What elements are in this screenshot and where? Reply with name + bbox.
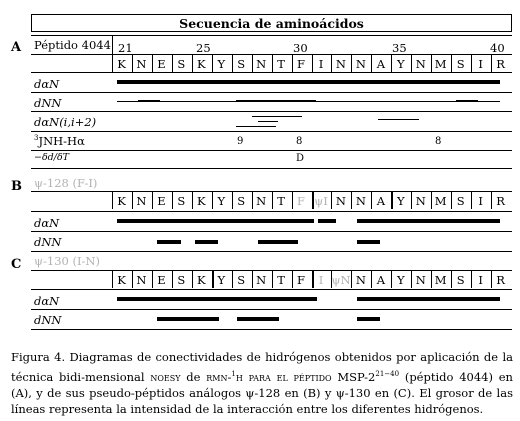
- residue-33: N: [355, 194, 366, 208]
- residue-38: S: [456, 57, 465, 71]
- row-label-temp-coefficient: −δd/δT: [34, 152, 70, 163]
- temp-value: D: [296, 153, 305, 164]
- residue-23: E: [157, 57, 166, 71]
- residue-29: T: [277, 273, 285, 287]
- residue-divider: [431, 191, 432, 209]
- residue-divider: [172, 191, 173, 209]
- residue-divider: [292, 54, 293, 72]
- figure-caption: [11, 349, 513, 418]
- residue-divider: [292, 270, 293, 288]
- residue-27: S: [237, 273, 246, 287]
- dnn-bar: [157, 240, 181, 244]
- residue-33: N: [355, 273, 366, 287]
- residue-40: R: [496, 273, 505, 287]
- residue-divider: [471, 54, 472, 72]
- residue-divider: [391, 191, 393, 209]
- residue-31: I: [318, 273, 324, 287]
- residue-24: S: [177, 273, 186, 287]
- dan-bar: [117, 219, 314, 223]
- row-label-dan: dαN: [34, 216, 60, 230]
- jnh-text: JNH-Hα: [38, 134, 85, 148]
- residue-divider: [132, 54, 133, 72]
- dnn-bar: [237, 317, 279, 321]
- residue-divider: [371, 54, 372, 72]
- jnh-value: 8: [296, 136, 303, 147]
- residue-29: T: [277, 57, 285, 71]
- residue-28: N: [256, 273, 267, 287]
- residue-divider: [411, 270, 412, 288]
- residue-divider: [212, 270, 214, 288]
- divider: [112, 35, 113, 54]
- dnn-bar: [357, 317, 380, 321]
- divider: [31, 111, 512, 112]
- residue-divider: [371, 270, 372, 288]
- caption-noesy: noesy: [150, 369, 181, 384]
- residue-37: M: [434, 273, 447, 287]
- residue-divider: [212, 191, 213, 209]
- residue-divider: [192, 54, 193, 72]
- divider: [31, 72, 512, 73]
- residue-21: K: [117, 194, 126, 208]
- residue-divider: [451, 270, 452, 288]
- residue-26: Y: [217, 194, 226, 208]
- residue-33: N: [355, 57, 366, 71]
- residue-divider: [252, 270, 253, 288]
- sequence-header: [31, 14, 512, 32]
- divider: [31, 168, 512, 169]
- dan-i2-bar: [252, 116, 302, 117]
- residue-divider: [451, 54, 452, 72]
- residue-25: K: [197, 57, 206, 71]
- residue-divider: [232, 54, 233, 72]
- residue-divider: [351, 191, 352, 209]
- residue-divider: [451, 191, 452, 209]
- dan-i2-bar: [258, 121, 278, 122]
- residue-24: S: [177, 194, 186, 208]
- dan-bar: [357, 297, 500, 301]
- caption-text: h para el péptido MSP-2: [235, 369, 376, 384]
- residue-23: E: [157, 273, 166, 287]
- residue-divider: [312, 54, 313, 72]
- divider: [31, 131, 512, 132]
- residue-divider: [132, 191, 133, 209]
- residue-divider: [192, 270, 193, 288]
- divider: [31, 150, 512, 151]
- dnn-bar: [258, 240, 298, 244]
- jnh-value: 8: [435, 136, 442, 147]
- residue-30: F: [297, 57, 306, 71]
- residue-divider: [152, 54, 153, 72]
- residue-39: I: [478, 194, 483, 208]
- peptide-128-label: ψ-128 (F-I): [34, 176, 98, 190]
- residue-divider: [152, 191, 153, 209]
- dan-bar: [318, 219, 336, 223]
- residue-32: ψN: [331, 273, 351, 287]
- residue-22: N: [136, 57, 147, 71]
- residue-34: A: [376, 57, 385, 71]
- sequence-header-title: Secuencia de aminoácidos: [179, 16, 364, 31]
- divider: [31, 35, 512, 36]
- residue-28: N: [256, 57, 267, 71]
- residue-27: S: [237, 57, 246, 71]
- dnn-bar-medium: [138, 100, 160, 102]
- peptide-4044-label: Péptido 4044: [34, 38, 111, 52]
- residue-divider: [351, 54, 352, 72]
- section-a-letter: A: [11, 40, 22, 55]
- residue-divider: [312, 270, 314, 288]
- residue-divider: [371, 191, 372, 209]
- caption-text: -: [227, 369, 232, 384]
- row-label-dan: dαN: [34, 77, 60, 91]
- row-label-dnn: dNN: [34, 96, 62, 110]
- divider: [31, 231, 512, 232]
- dnn-bar: [157, 317, 219, 321]
- residue-28: N: [256, 194, 267, 208]
- residue-divider: [172, 270, 173, 288]
- residue-31: ψI: [314, 194, 328, 208]
- residue-divider: [112, 191, 113, 209]
- residue-divider: [431, 270, 432, 288]
- residue-divider: [491, 54, 492, 72]
- residue-divider: [272, 270, 273, 288]
- residue-38: S: [456, 194, 465, 208]
- dnn-bar: [357, 240, 380, 244]
- residue-divider: [331, 270, 332, 288]
- row-label-dnn: dNN: [34, 313, 62, 327]
- residue-divider: [192, 191, 193, 209]
- residue-36: N: [415, 194, 426, 208]
- residue-divider: [411, 54, 412, 72]
- residue-25: K: [197, 194, 206, 208]
- residue-22: N: [136, 273, 147, 287]
- residue-26: Y: [217, 273, 226, 287]
- residue-divider: [132, 270, 133, 288]
- residue-divider: [331, 54, 332, 72]
- residue-40: R: [496, 194, 505, 208]
- caption-text: (péptido 4044) en (A), y de sus pseudo-péptidos análogos ψ-128 en (B) y ψ-130 en (C). El grosor de las líneas representa la intensidad de la interacción entre los diferentes hidrógenos.: [11, 369, 513, 417]
- position-40: 40: [490, 41, 505, 55]
- dan-i2-bar: [378, 119, 419, 120]
- jnh-superscript: 3: [34, 134, 39, 143]
- residue-22: N: [136, 194, 147, 208]
- residue-divider: [471, 270, 472, 288]
- residue-divider: [272, 54, 273, 72]
- residue-34: A: [376, 273, 385, 287]
- dan-bar: [357, 219, 500, 223]
- position-30: 30: [293, 41, 308, 55]
- residue-divider: [431, 54, 432, 72]
- residue-divider: [152, 270, 153, 288]
- residue-divider: [491, 191, 492, 209]
- residue-divider: [112, 54, 113, 72]
- residue-36: N: [415, 273, 426, 287]
- residue-32: N: [335, 57, 346, 71]
- caption-rmn: rmn: [206, 369, 228, 384]
- dnn-bar: [195, 240, 218, 244]
- peptide-130-label: ψ-130 (I-N): [34, 254, 100, 268]
- residue-divider: [212, 54, 213, 72]
- residue-40: R: [496, 57, 505, 71]
- residue-divider: [252, 191, 253, 209]
- position-35: 35: [392, 41, 407, 55]
- caption-superscript: 21−40: [375, 369, 400, 378]
- residue-31: I: [318, 57, 324, 71]
- residue-24: S: [177, 57, 186, 71]
- divider: [31, 211, 512, 212]
- residue-35: Y: [397, 194, 405, 208]
- residue-27: S: [237, 194, 246, 208]
- position-25: 25: [196, 41, 211, 55]
- residue-divider: [272, 191, 273, 209]
- dan-i2-bar: [236, 126, 276, 127]
- divider: [31, 92, 512, 93]
- residue-39: I: [478, 57, 483, 71]
- residue-divider: [252, 54, 253, 72]
- residue-divider: [331, 191, 332, 209]
- row-label-dnn: dNN: [34, 235, 62, 249]
- dan-bar: [117, 297, 317, 301]
- divider: [31, 289, 512, 290]
- residue-divider: [411, 191, 412, 209]
- residue-divider: [112, 270, 113, 288]
- dnn-bar-medium: [236, 100, 316, 102]
- residue-30: F: [297, 273, 306, 287]
- residue-36: N: [415, 57, 426, 71]
- section-c-letter: C: [11, 257, 22, 272]
- caption-text: Figura 4. Diagramas de conectividades de hidrógenos obtenidos por aplicación de la técnica bidi-mensional: [11, 350, 513, 384]
- caption-superscript: 1: [231, 369, 236, 378]
- divider: [31, 329, 512, 330]
- residue-37: M: [434, 57, 447, 71]
- residue-21: K: [117, 57, 126, 71]
- residue-34: A: [376, 194, 385, 208]
- divider: [31, 309, 512, 310]
- row-label-dan-i2: dαN(i,i+2): [34, 115, 97, 129]
- dan-bar: [117, 80, 500, 84]
- residue-divider: [391, 270, 392, 288]
- residue-37: M: [434, 194, 447, 208]
- residue-divider: [391, 54, 392, 72]
- residue-39: I: [478, 273, 483, 287]
- residue-25: K: [197, 273, 206, 287]
- caption-text: de: [180, 369, 207, 384]
- residue-23: E: [157, 194, 166, 208]
- residue-21: K: [117, 273, 126, 287]
- residue-35: Y: [397, 273, 405, 287]
- residue-35: Y: [397, 57, 405, 71]
- residue-divider: [351, 270, 352, 288]
- jnh-value: 9: [237, 136, 244, 147]
- row-label-dan: dαN: [34, 294, 60, 308]
- residue-divider: [292, 191, 293, 209]
- residue-38: S: [456, 273, 465, 287]
- section-b-letter: B: [11, 179, 22, 194]
- residue-divider: [312, 191, 314, 209]
- residue-divider: [232, 191, 233, 209]
- residue-32: N: [335, 194, 346, 208]
- position-21: 21: [118, 41, 133, 55]
- divider: [31, 251, 512, 252]
- residue-divider: [232, 270, 233, 288]
- residue-divider: [491, 270, 492, 288]
- residue-divider: [471, 191, 472, 209]
- residue-29: T: [277, 194, 285, 208]
- residue-divider: [172, 54, 173, 72]
- row-label-jnh: [34, 134, 85, 148]
- dnn-bar-medium: [456, 100, 478, 102]
- residue-26: Y: [217, 57, 226, 71]
- residue-30: F: [297, 194, 306, 208]
